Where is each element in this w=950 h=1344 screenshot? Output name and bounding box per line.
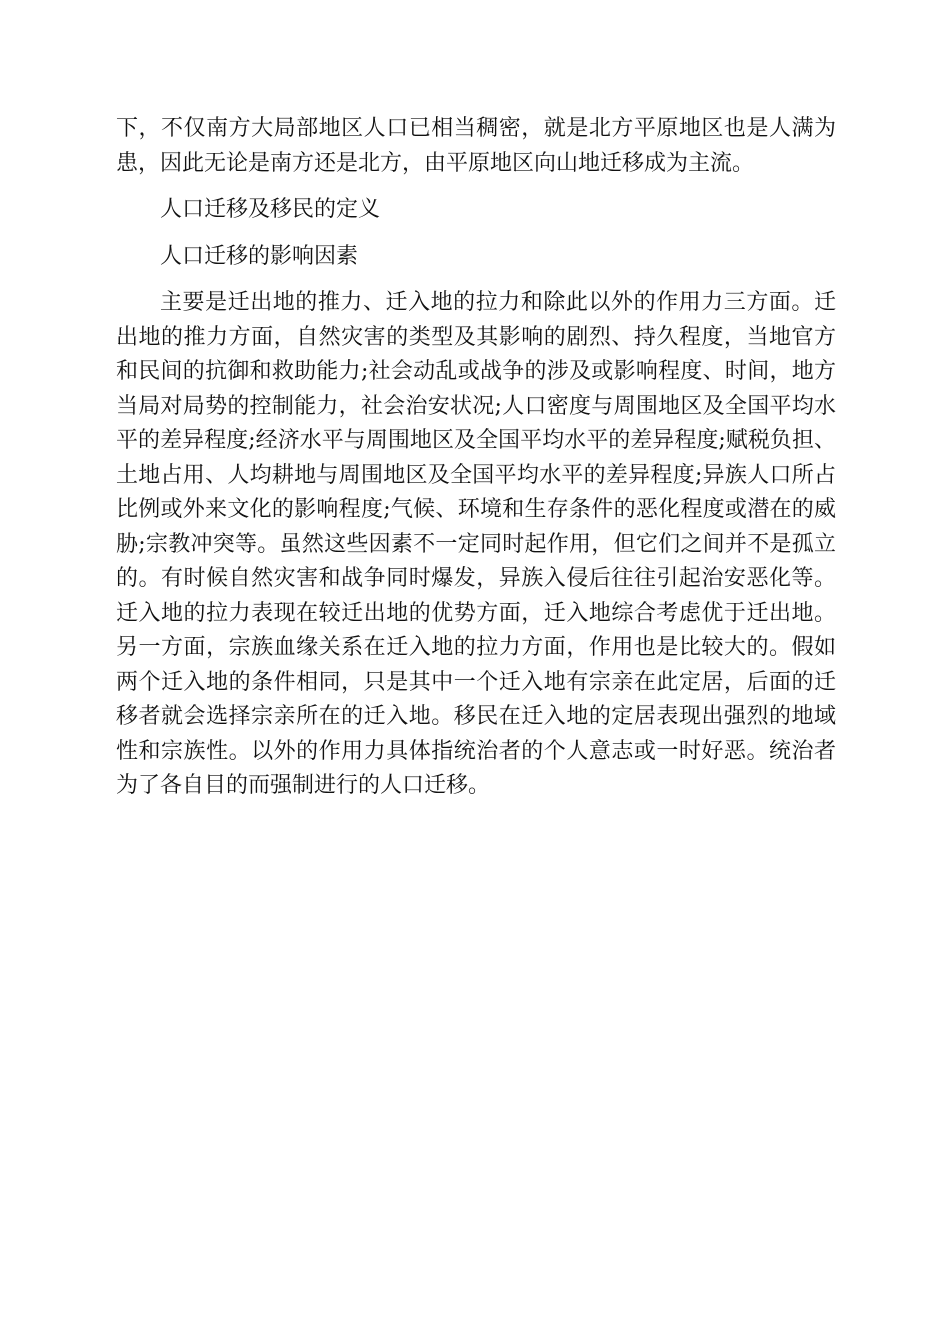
- body-paragraph: 主要是迁出地的推力、迁入地的拉力和除此以外的作用力三方面。迁出地的推力方面，自然灾害的类型及其影响的剧烈、持久程度，当地官方和民间的抗御和救助能力;社会动乱或战争的涉及或影响程度、时间，地方当局对局势的控制能力，社会治安状况;人口密度与周围地区及全国平均水平的差异程度;经济水平与周围地区及全国平均水平的差异程度;赋税负担、土地占用、人均耕地与周围地区及全国平均水平的差异程度;异族人口所占比例或外来文化的影响程度;气候、环境和生存条件的恶化程度或潜在的威胁;宗教冲突等。虽然这些因素不一定同时起作用，但它们之间并不是孤立的。有时候自然灾害和战争同时爆发，异族入侵后往往引起治安恶化等。迁入地的拉力表现在较迁出地的优势方面，迁入地综合考虑优于迁出地。另一方面，宗族血缘关系在迁入地的拉力方面，作用也是比较大的。假如两个迁入地的条件相同，只是其中一个迁入地有宗亲在此定居，后面的迁移者就会选择宗亲所在的迁入地。移民在迁入地的定居表现出强烈的地域性和宗族性。以外的作用力具体指统治者的个人意志或一时好恶。统治者为了各自目的而强制进行的人口迁移。: [116, 290, 836, 798]
- continued-paragraph: 下，不仅南方大局部地区人口已相当稠密，就是北方平原地区也是人满为患，因此无论是南方还是北方，由平原地区向山地迁移成为主流。: [116, 116, 836, 176]
- section-heading-migration-definition: 人口迁移及移民的定义: [160, 197, 381, 222]
- section-heading-migration-factors: 人口迁移的影响因素: [160, 243, 359, 269]
- document-body: [116, 112, 836, 804]
